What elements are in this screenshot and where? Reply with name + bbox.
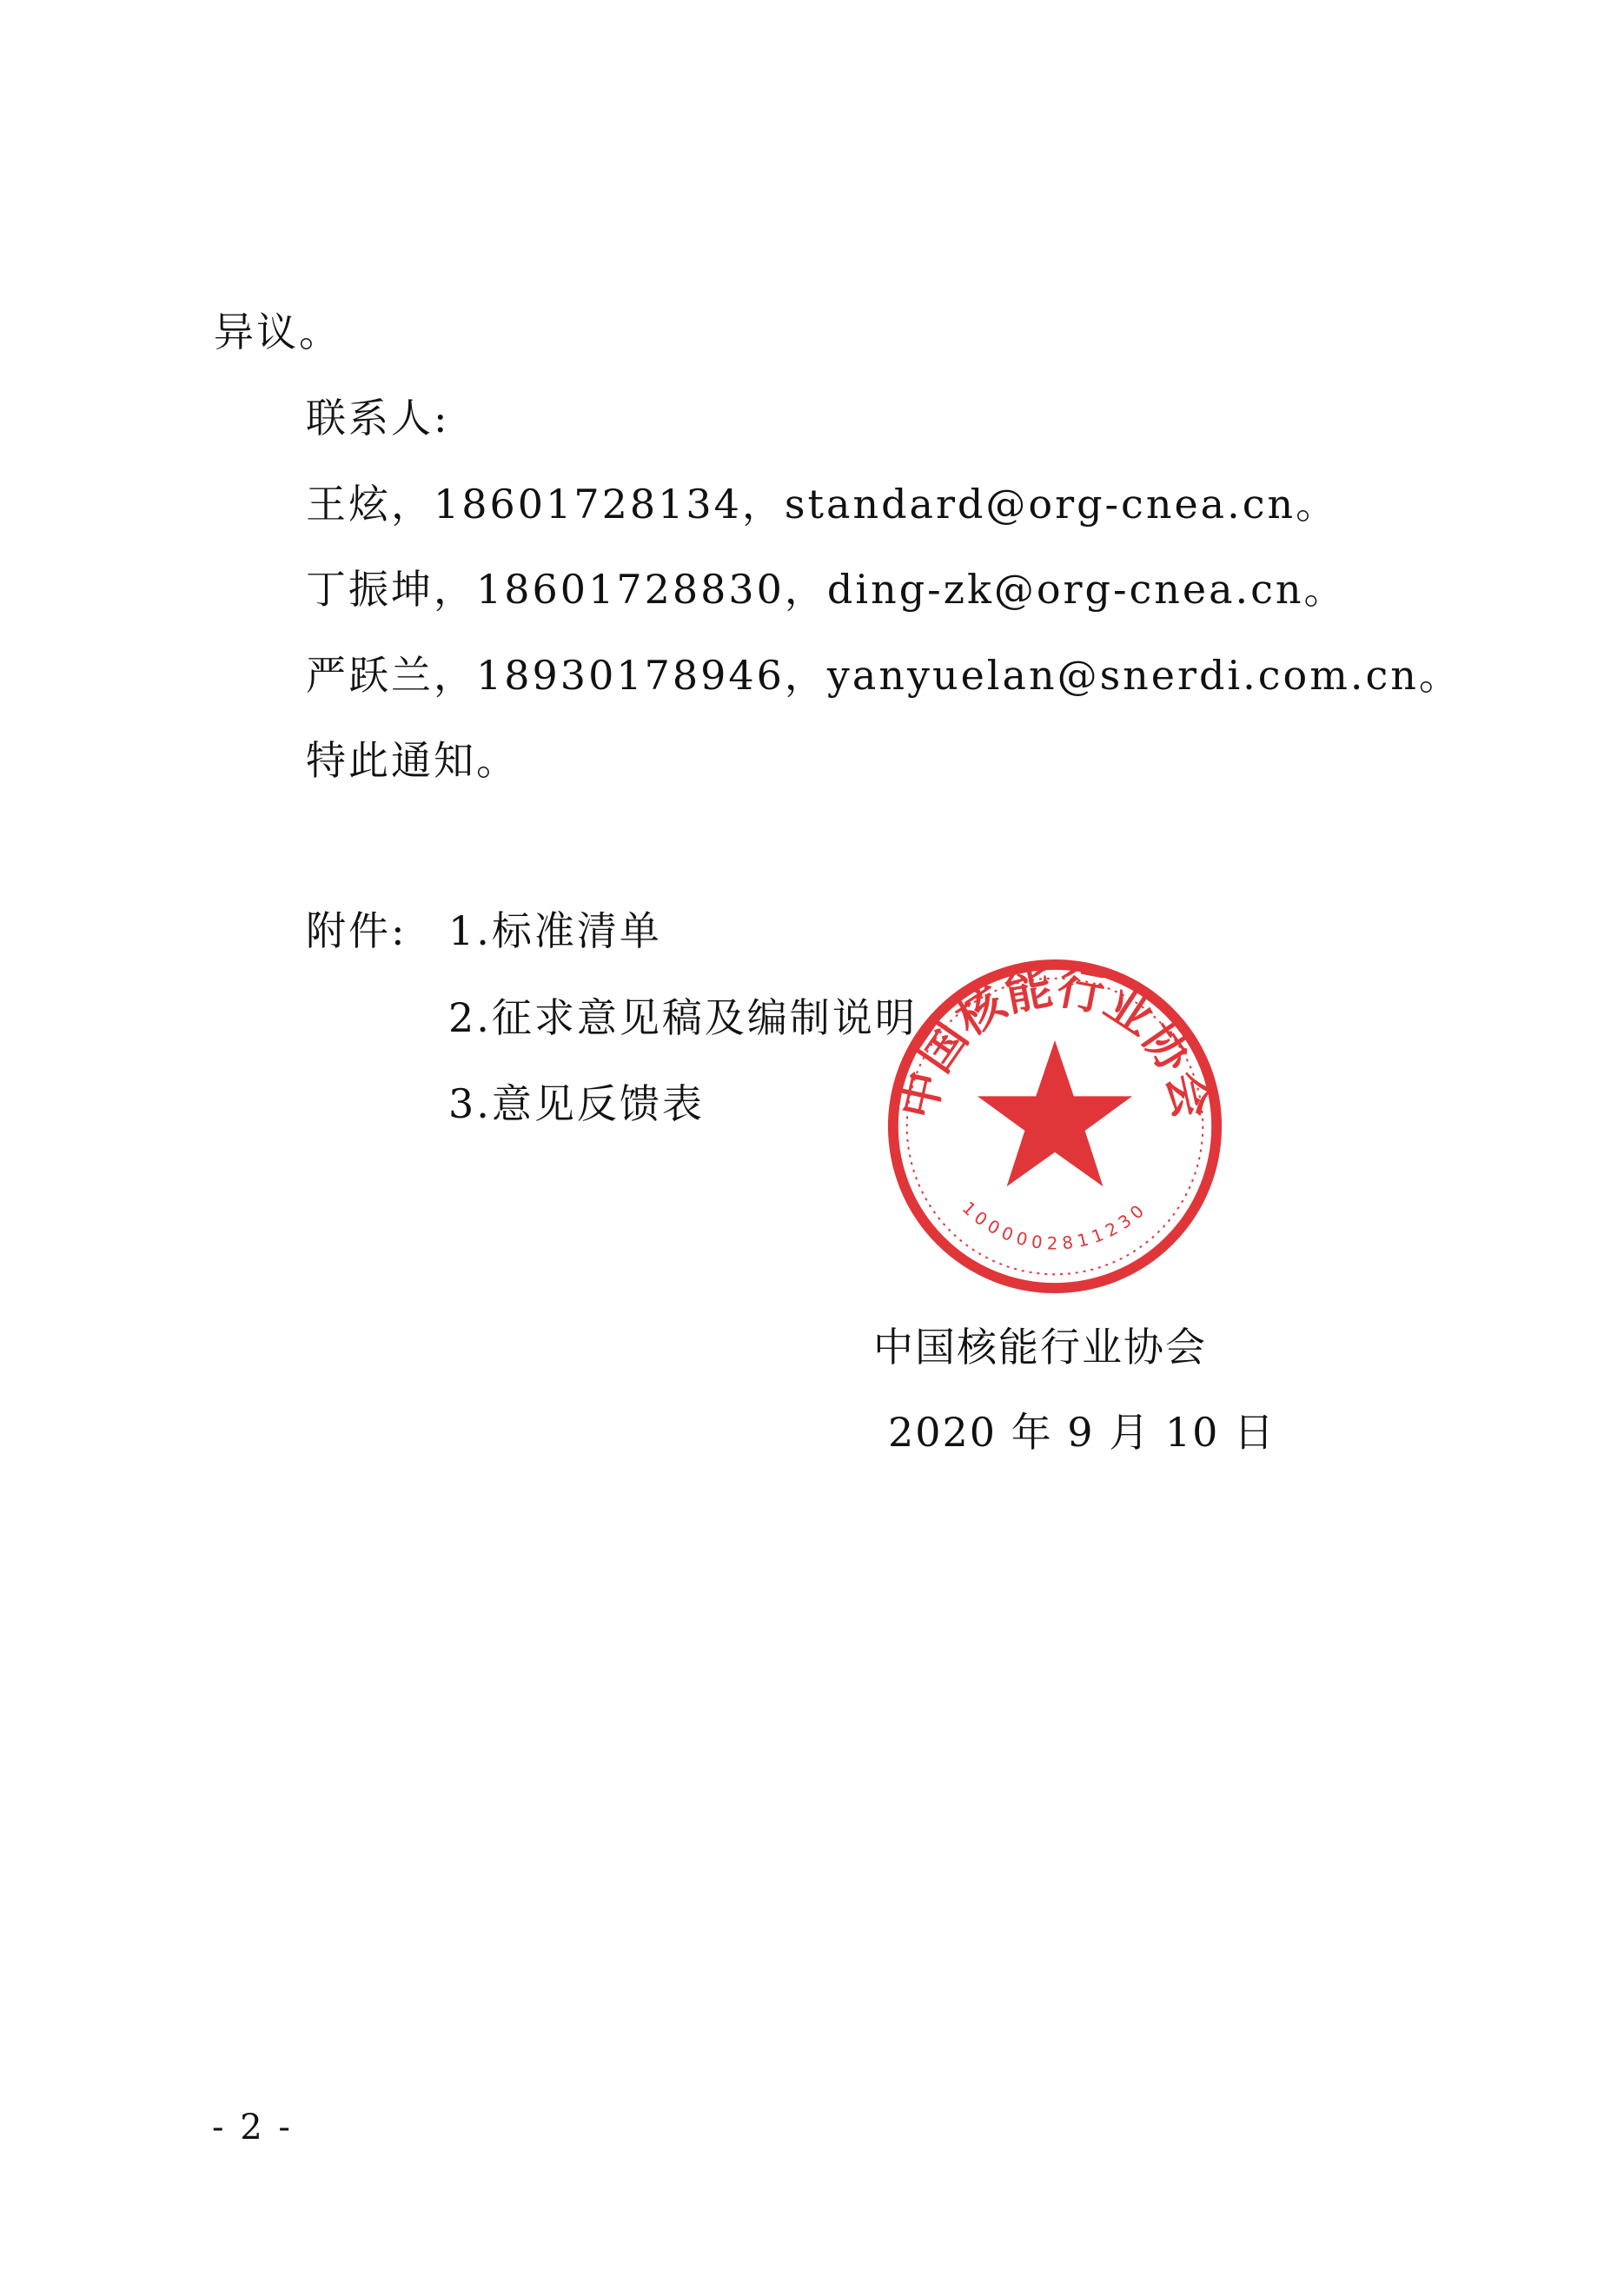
star-icon <box>978 1040 1132 1186</box>
signature-organization: 中国核能行业协会 <box>873 1324 1207 1371</box>
official-seal <box>883 954 1227 1298</box>
signature-date: 2020 年 9 月 10 日 <box>888 1409 1276 1456</box>
closing-text: 特此通知。 <box>306 737 519 784</box>
attachments-label: 附件: <box>306 907 408 954</box>
attachment-item: 1.标准清单 <box>448 907 662 954</box>
attachment-item: 3.意见反馈表 <box>448 1080 705 1127</box>
contact-line: 王炫，18601728134，standard@org-cnea.cn。 <box>306 481 1339 528</box>
svg-text:中国核能行业协会: 中国核能行业协会 <box>890 959 1220 1124</box>
attachment-item: 2.征求意见稿及编制说明 <box>448 994 918 1041</box>
contact-line: 丁振坤，18601728830，ding-zk@org-cnea.cn。 <box>306 566 1347 613</box>
svg-text:1000002811230: 1000002811230 <box>958 1198 1152 1254</box>
contact-heading: 联系人: <box>306 395 450 441</box>
page-number: - 2 - <box>212 2108 293 2148</box>
contact-line: 严跃兰，18930178946，yanyuelan@snerdi.com.cn。 <box>306 652 1462 699</box>
continuation-text: 异议。 <box>214 309 341 355</box>
